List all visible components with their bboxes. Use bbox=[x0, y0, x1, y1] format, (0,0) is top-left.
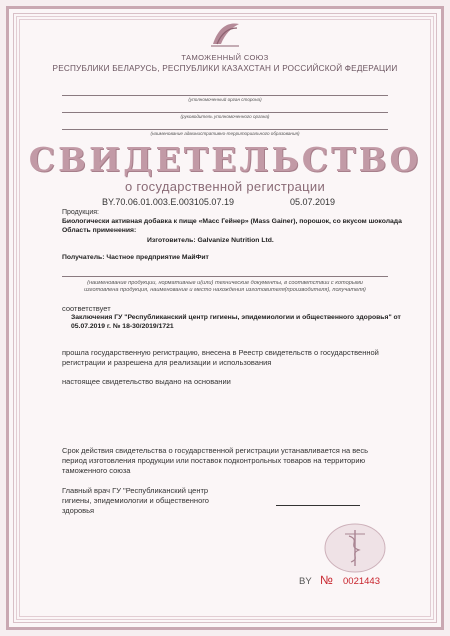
serial-prefix: BY bbox=[299, 576, 312, 587]
certificate-subtitle: о государственной регистрации bbox=[124, 179, 326, 194]
basis-text: настоящее свидетельство выдано на основании bbox=[62, 377, 231, 386]
serial-number-sign: № bbox=[320, 573, 333, 587]
serial-number: 0021443 bbox=[343, 576, 380, 587]
registry-line-1: прошла государственную регистрацию, внесена в Реестр свидетельств о государственной bbox=[62, 348, 379, 357]
product-line bbox=[62, 276, 388, 277]
territory-caption: (наименование административно-территориального образования) bbox=[150, 131, 300, 136]
territory-line bbox=[62, 129, 388, 130]
registration-number: BY.70.06.01.003.E.003105.07.19 bbox=[102, 197, 234, 207]
signatory-line-2: гигиены, эпидемиологии и общественного bbox=[62, 496, 209, 505]
registry-line-2: регистрации и разрешена для реализации и использования bbox=[62, 358, 272, 367]
manufacturer: Изготовитель: Galvanize Nutrition Ltd. bbox=[147, 237, 274, 244]
application-area-label: Область применения: bbox=[62, 227, 137, 234]
medical-emblem-icon bbox=[323, 522, 387, 574]
product-name: Биологически активная добавка к пище «Масс Гейнер» (Mass Gainer), порошок, со вкусом шоколада bbox=[62, 218, 402, 225]
customs-union-heading: ТАМОЖЕННЫЙ СОЮЗ bbox=[181, 53, 269, 62]
head-line bbox=[62, 112, 388, 113]
signatory-line-1: Главный врач ГУ "Республиканский центр bbox=[62, 486, 209, 495]
signatory-line-3: здоровья bbox=[62, 506, 95, 515]
authority-line bbox=[62, 95, 388, 96]
signature-line bbox=[276, 505, 360, 506]
conclusion-line-1: Заключения ГУ "Республиканский центр гигиены, эпидемиологии и общественного здоровья" от bbox=[71, 314, 401, 321]
customs-union-emblem-icon bbox=[205, 18, 245, 50]
authority-caption: (уполномоченный орган сторона) bbox=[188, 97, 262, 102]
validity-line-1: Срок действия свидетельства о государственной регистрации устанавливается на весь bbox=[62, 446, 368, 455]
conclusion-line-2: 05.07.2019 г. № 18-30/2019/1721 bbox=[71, 323, 174, 330]
recipient: Получатель: Частное предприятие МайФит bbox=[62, 254, 209, 261]
certificate-title: СВИДЕТЕЛЬСТВО bbox=[28, 140, 422, 179]
head-caption: (руководитель уполномоченного органа) bbox=[180, 114, 270, 119]
validity-line-2: период изготовления продукции или поставок подконтрольных товаров на территорию bbox=[62, 456, 366, 465]
conformity-label: соответствует bbox=[62, 304, 111, 313]
republics-heading: РЕСПУБЛИКИ БЕЛАРУСЬ, РЕСПУБЛИКИ КАЗАХСТАН И РОССИЙСКОЙ ФЕДЕРАЦИИ bbox=[52, 64, 398, 73]
product-caption-2: изготовлена продукция, наименование и место нахождения изготовителя(производителя), получателя) bbox=[84, 287, 366, 293]
validity-line-3: таможенного союза bbox=[62, 466, 131, 475]
product-label: Продукция: bbox=[62, 209, 99, 216]
registration-date: 05.07.2019 bbox=[290, 197, 336, 207]
product-caption-1: (наименование продукции, нормативные и(или) технические документы, в соответствии с которыми bbox=[87, 280, 363, 286]
